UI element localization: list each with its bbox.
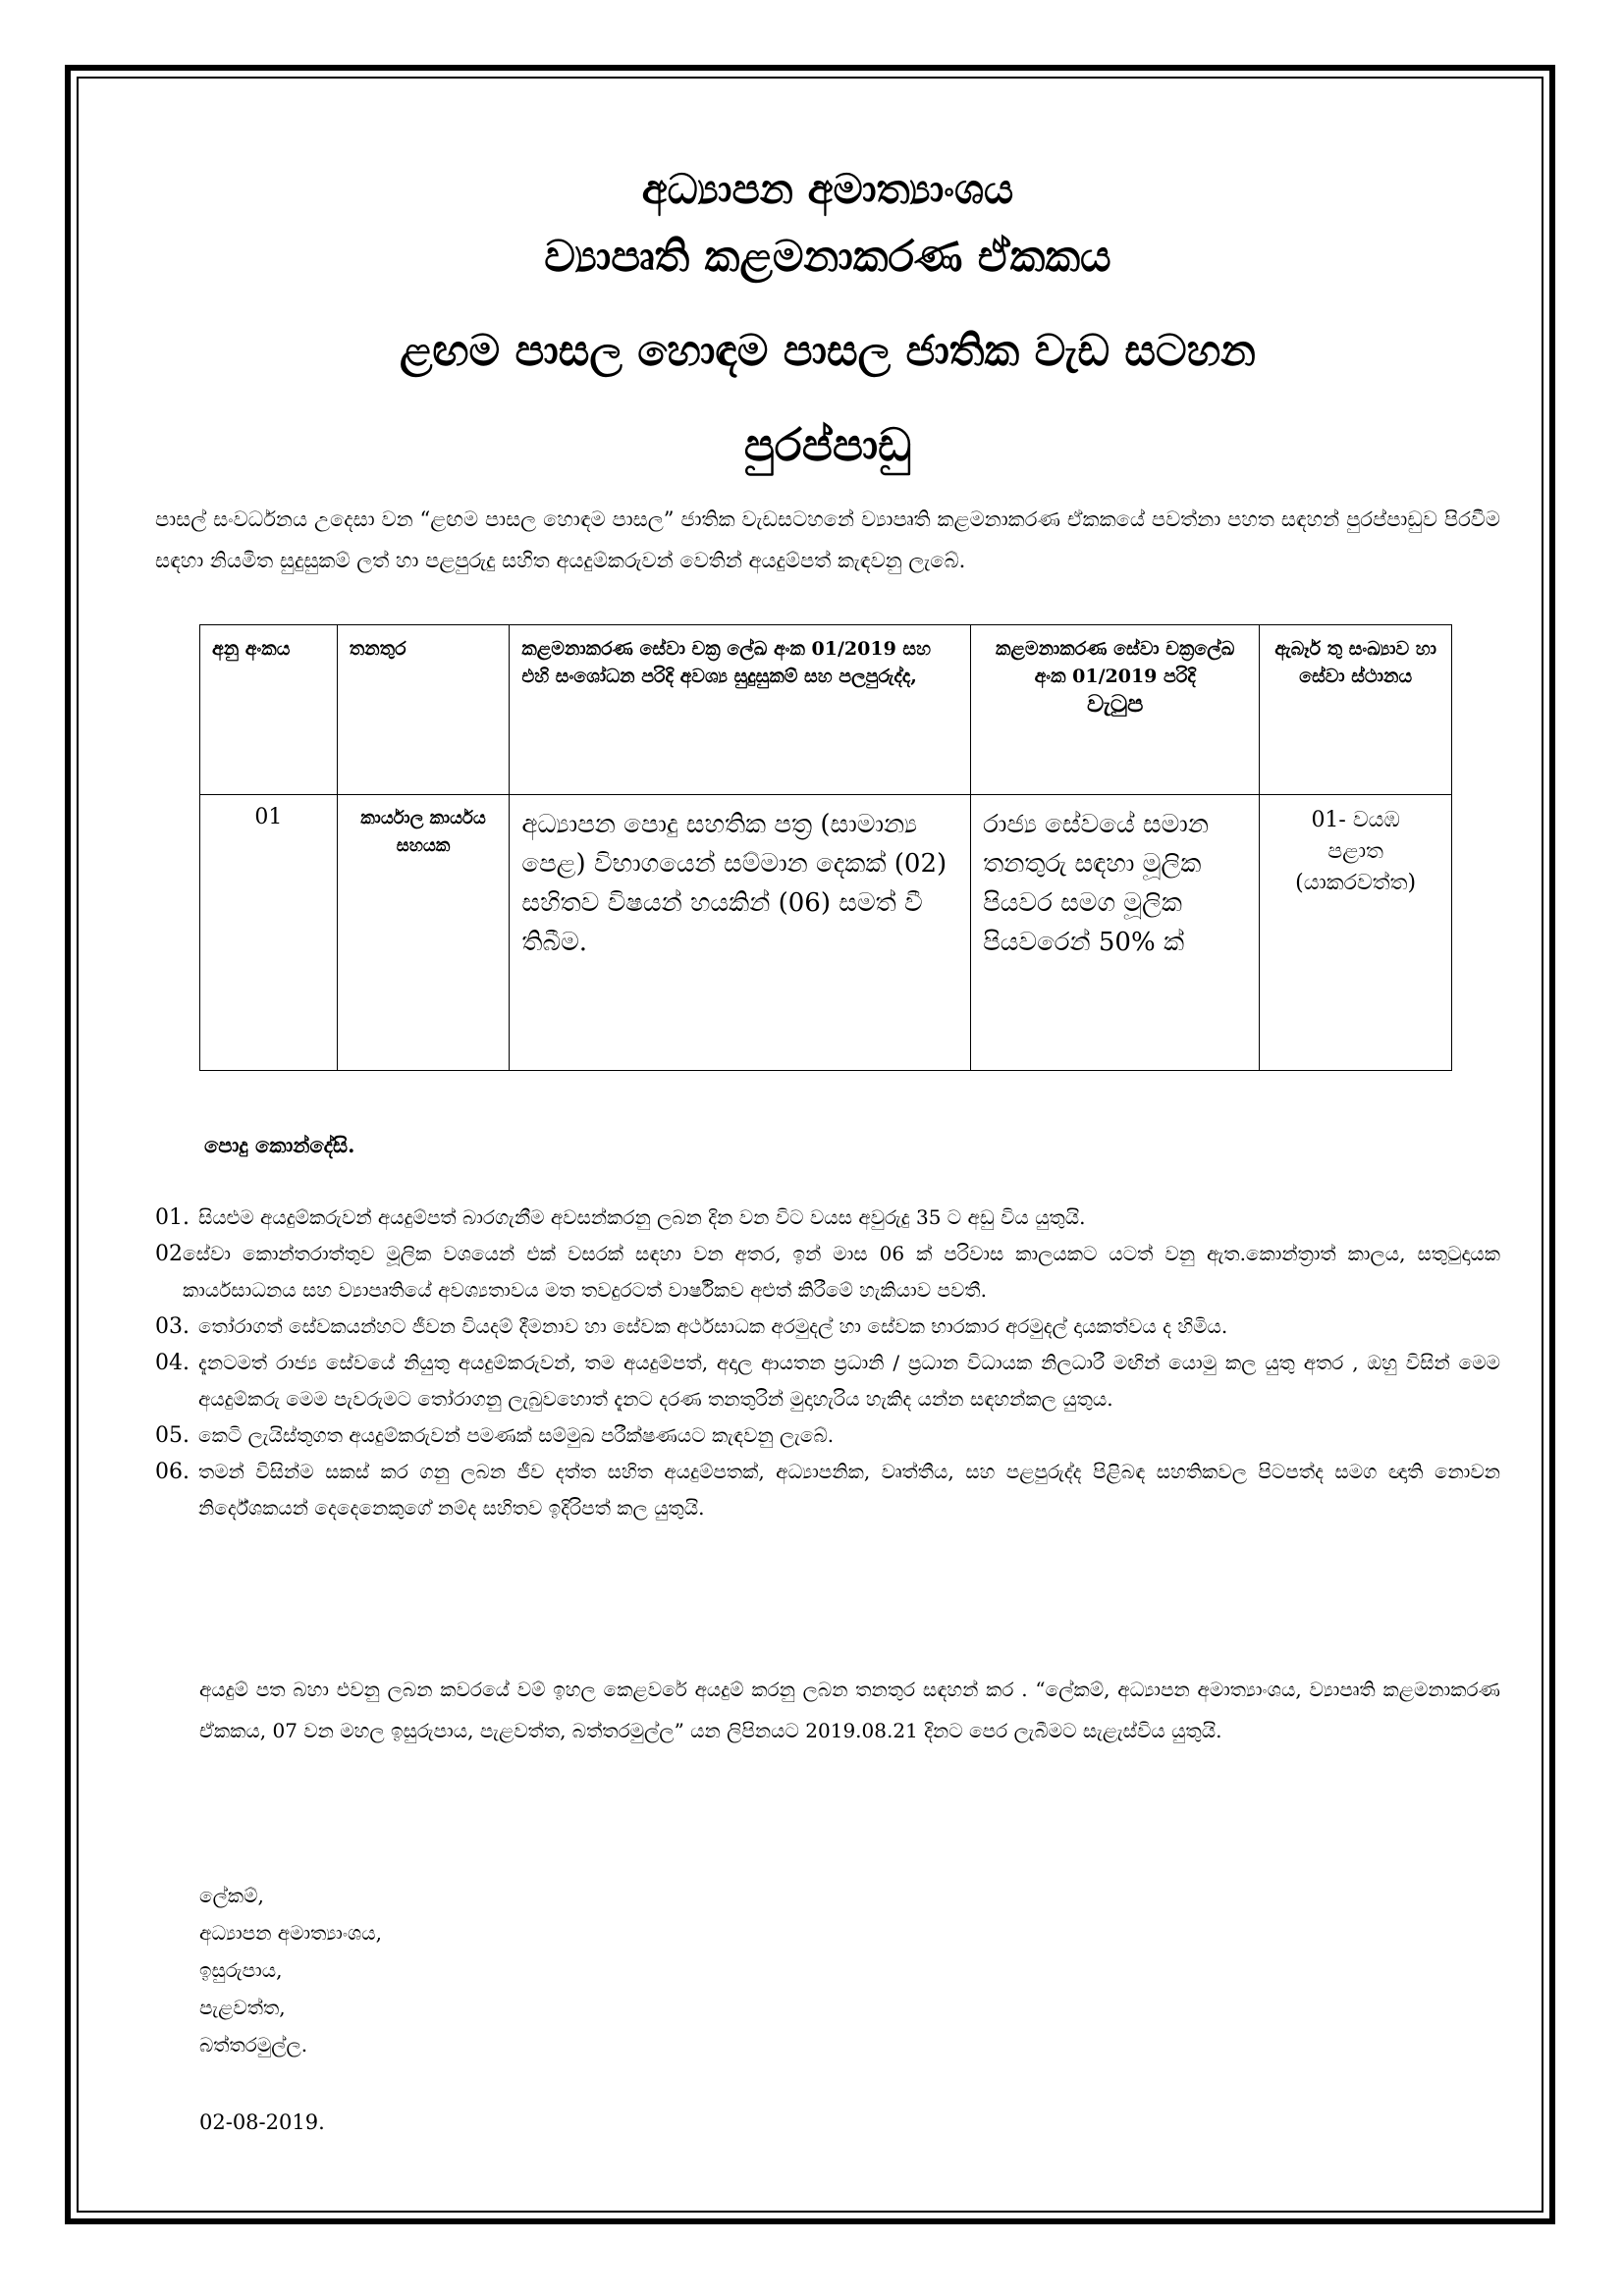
vacancy-title: පුරප්පාඩු [743, 418, 912, 471]
header-salary-emph: වැටුප [1086, 689, 1144, 718]
header-count: ඇබෑර් තු සංඛ්‍යාව හා සේවා ස්ථානය [1260, 625, 1452, 795]
cell-count-line1: 01- වයඹ [1311, 808, 1400, 832]
condition-text: දැනටමත් රාජ්‍ය සේවයේ නියුතු අයදුම්කරුවන්, තම අයදුම්පත්, අදාල ආයතන ප්‍රධානි / ප්‍රධාන විධායක නිලධාරී මඟින් යොමු කල යුතු අතර , ඔහු විසින් මෙම අයදුම්කරු මෙම පැවරුමට තෝරාගනු ලැබුවහොත් දැනට දරණ තනතුරින් මුදාහැරිය හැකිද යන්න සඳහන්කල යුතුය. [198, 1351, 1500, 1411]
unit-title: ව්‍යාපෘති කළමනාකරණ ඒකකය [544, 232, 1111, 282]
cell-qualifications: අධ්‍යාපන පොදු සහතික පත්‍ර (සාමාන්‍ය පෙළ) විභාගයෙන් සම්මාන දෙකක් (02) සහිතව විෂයන් හයකින් (06) සමත් වී තිබීම. [510, 795, 971, 1071]
condition-text: සේවා කොන්තරාත්තුව මූලික වශයෙන් එක් වසරක් සඳහා වන අතර, ඉන් මාස 06 ක් පරිවාස කාලයකට යටත් වනු ඇත.කොන්ත්‍රාත් කාලය, සතුටුදායක කාර්යසාධනය සහ ව්‍යාපෘතියේ අවශ්‍යතාවය මත තවදුරටත් වාර්ෂිකව අළුත් කිරීමේ හැකියාව පවතී. [183, 1242, 1500, 1302]
signature-block [199, 1877, 382, 2063]
document-date: 02-08-2019. [199, 2110, 325, 2134]
intro-paragraph: පාසල් සංවර්ධනය උදෙසා වන “ළඟම පාසල හොඳම පාසල” ජාතික වැඩසටහනේ ව්‍යාපෘති කළමනාකරණ ඒකකයේ පවත්නා පහත සඳහන් පුරප්පාඩුව පිරවීම සඳහා නියමිත සුදුසුකම් ලත් හා පළපුරුදු සහිත අයදුම්කරුවන් වෙතින් අයදුම්පත් කැඳවනු ලැබේ. [155, 507, 1500, 572]
conditions-heading: පොදු කොන්දේසි. [204, 1133, 355, 1157]
cell-count-line3: (යාකරවත්ත) [1295, 871, 1417, 895]
condition-text: තමන් විසින්ම සකස් කර ගනු ලබන ජීව දත්ත සහිත අයදුම්පතක්, අධ්‍යාපනික, වෘත්තීය, සහ පළපුරුද්ද පිළිබඳ සහතිකවල පිටපත්ද සමග ඥාති නොවන නිර්දේශකයන් දෙදෙනෙකුගේ නම්ද සහිතව ඉදිරිපත් කල යුතුයි. [198, 1460, 1500, 1520]
ministry-title: අධ්‍යාපන අමාත්‍යාංශය [641, 165, 1014, 213]
table-row [200, 795, 1452, 1071]
cell-count [1260, 795, 1452, 1071]
header-no: අනු අංකය [200, 625, 338, 795]
cell-post: කාර්යාල කාර්යය සහයක [337, 795, 510, 1071]
signature-line: ඉසුරුපාය, [199, 1958, 283, 1982]
header-salary [971, 625, 1260, 795]
condition-number: 03. [155, 1314, 189, 1339]
condition-number: 04. [155, 1351, 189, 1375]
condition-number: 01. [155, 1205, 189, 1230]
cell-count-line2: පළාත [1327, 839, 1384, 864]
condition-text: තෝරාගත් සේවකයන්හට ජීවන වියදම් දීමනාව හා සේවක අර්ථසාධක අරමුදල් හා සේවක භාරකාර අරමුදල් දායකත්වය ද හිමිය. [198, 1314, 1228, 1338]
list-item [155, 1345, 1500, 1417]
list-item [155, 1308, 1500, 1345]
header-qualifications: කළමනාකරණ සේවා චක්‍ර ලේඛ අංක 01/2019 සහ එහි සංශෝධන පරිදි අවශ්‍ය සුදුසුකම් සහ පලපුරුද්ද, [510, 625, 971, 795]
condition-number: 02 [155, 1242, 183, 1266]
condition-number: 05. [155, 1423, 189, 1448]
signature-line: පැළවත්ත, [199, 1996, 286, 2019]
condition-number: 06. [155, 1460, 189, 1484]
closing-paragraph: අයදුම් පත බහා එවනු ලබන කවරයේ වම් ඉහල කෙළවරේ අයදුම් කරනු ලබන තනතුර සඳහන් කර . “ලේකම්, අධ්‍යාපන අමාත්‍යාංශය, ව්‍යාපෘති කළමනාකරණ ඒකකය, 07 වන මහල ඉසුරුපාය, පැළවත්ත, බත්තරමුල්ල” යන ලිපිනයට 2019.08.21 දිනට පෙර ලැබීමට සැළැස්විය යුතුයි. [199, 1678, 1500, 1742]
cell-salary: රාජ්‍ය සේවයේ සමාන තනතුරු සඳහා මූලික පියවර සමග මූලික පියවරෙන් 50% ක් [971, 795, 1260, 1071]
list-item [155, 1200, 1500, 1236]
cell-no: 01 [200, 795, 338, 1071]
header-post: තනතුර [337, 625, 510, 795]
vacancy-table [199, 624, 1452, 1071]
list-item [155, 1236, 1500, 1308]
program-title: ළඟම පාසල හොඳම පාසල ජාතික වැඩ සටහන [399, 326, 1257, 376]
list-item [155, 1417, 1500, 1454]
header-salary-text: කළමනාකරණ සේවා චක්‍රලේඛ අංක 01/2019 පරිදි [996, 638, 1235, 687]
signature-line: ලේකම්, [199, 1884, 264, 1907]
list-item [155, 1454, 1500, 1526]
condition-text: සියළුම අයදුම්කරුවන් අයදුම්පත් බාරගැනීම අවසන්කරනු ලබන දින වන විට වයස අවුරුදු 35 ට අඩු විය යුතුයි. [198, 1205, 1086, 1229]
conditions-list [155, 1200, 1500, 1526]
table-header-row [200, 625, 1452, 795]
signature-line: අධ්‍යාපන අමාත්‍යාංශය, [199, 1921, 382, 1945]
condition-text: කෙටි ලැයිස්තුගත අයදුම්කරුවන් පමණක් සම්මුඛ පරීක්ෂණයට කැඳවනු ලැබේ. [198, 1423, 835, 1447]
signature-line: බත්තරමුල්ල. [199, 2033, 308, 2056]
